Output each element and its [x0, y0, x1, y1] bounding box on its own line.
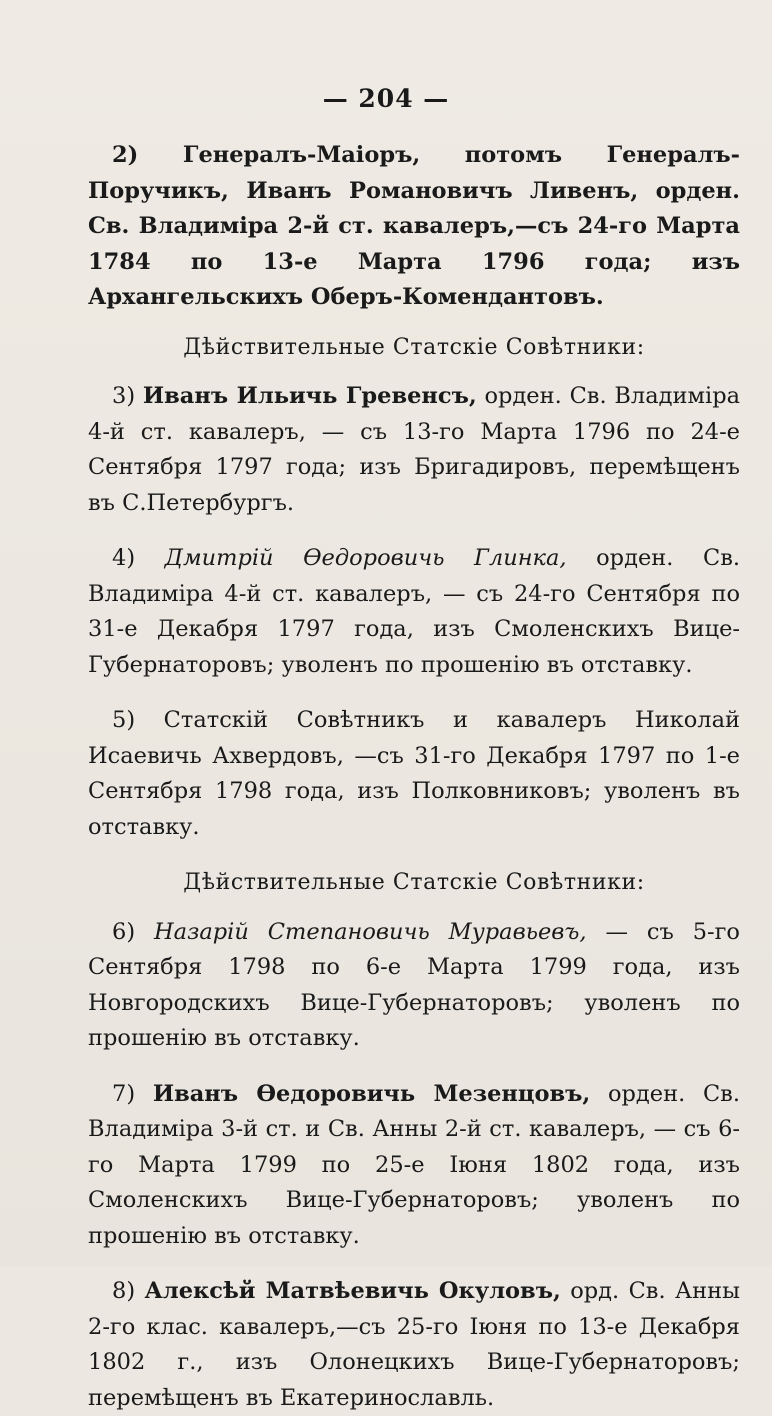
list-item	[88, 541, 740, 683]
entry-text: орден. Св. Владиміра 3-й ст. и Св. Анны 2-й ст. кавалеръ, — съ 6-го Марта 1799 по 25-е Іюня 1802 года, изъ Смоленскихъ Вице-Губернаторовъ; уволенъ по прошенію въ отставку.	[88, 1080, 740, 1249]
section-heading: Дѣйствительные Статскіе Совѣтники:	[183, 334, 645, 360]
list-item	[88, 138, 740, 316]
section-heading: Дѣйствительные Статскіе Совѣтники:	[183, 870, 645, 895]
entry-number: 8)	[112, 1278, 136, 1304]
list-item	[88, 379, 740, 521]
entry-number: 6)	[112, 918, 136, 945]
list-item	[88, 1274, 740, 1416]
entry-name: Иванъ Ильичь Гревенсъ,	[142, 383, 477, 409]
entry-name: Иванъ Ѳедоровичь Мезенцовъ,	[152, 1080, 591, 1107]
entry-text: орден. Св. Владиміра 2-й ст. кавалеръ,—съ 24-го Марта 1784 по 13-е Марта 1796 года; изъ Архангельскихъ Оберъ-Комендантовъ.	[88, 177, 740, 310]
entry-text: орд. Св. Анны 2-го клас. кавалеръ,—съ 25-го Іюня по 13-е Декабря 1802 г., изъ Олонецкихъ Вице-Губернаторовъ; перемѣщенъ въ Екатеринославль.	[88, 1278, 740, 1411]
page-number: — 204 —	[322, 84, 450, 113]
entry-text: орден. Св. Владиміра 4-й ст. кавалеръ, — съ 24-го Сентября по 31-е Декабря 1797 года, изъ Смоленскихъ Вице-Губернаторовъ; уволенъ по прошенію въ отставку.	[88, 545, 741, 678]
entry-number: 3)	[112, 383, 136, 409]
entry-number: 4)	[112, 545, 136, 571]
entry-name: Генералъ-Маіоръ, потомъ Генералъ-Поручикъ, Иванъ Романовичъ Ливенъ,	[88, 142, 740, 204]
entry-text: — съ 5-го Сентября 1798 по 6-е Марта 1799 года, изъ Новгородскихъ Вице-Губернаторовъ; уволенъ по прошенію въ отставку.	[88, 918, 740, 1051]
entry-number: 7)	[112, 1080, 136, 1107]
list-item	[88, 915, 740, 1057]
entry-number: 2)	[112, 142, 139, 168]
list-item	[88, 1077, 740, 1255]
page-body	[88, 138, 740, 1416]
entry-text: —съ 31-го Декабря 1797 по 1-е Сентября 1798 года, изъ Полковниковъ; уволенъ въ отставку.	[88, 742, 740, 840]
entry-name: Алексѣй Матвѣевичь Окуловъ,	[144, 1278, 561, 1304]
entry-number: 5)	[112, 707, 136, 733]
entry-name: Дмитрій Ѳедоровичь Глинка,	[164, 545, 567, 571]
entry-name: Назарій Степановичь Муравьевъ,	[154, 918, 587, 945]
entry-name: Статскій Совѣтникъ и кавалеръ Николай Исаевичь Ахвердовъ,	[88, 707, 740, 769]
list-item	[88, 703, 740, 845]
entry-text: орден. Св. Владиміра 4-й ст. кавалеръ, — съ 13-го Марта 1796 по 24-е Сентября 1797 года; изъ Бригадировъ, перемѣщенъ въ С.Петербургъ.	[88, 383, 741, 516]
